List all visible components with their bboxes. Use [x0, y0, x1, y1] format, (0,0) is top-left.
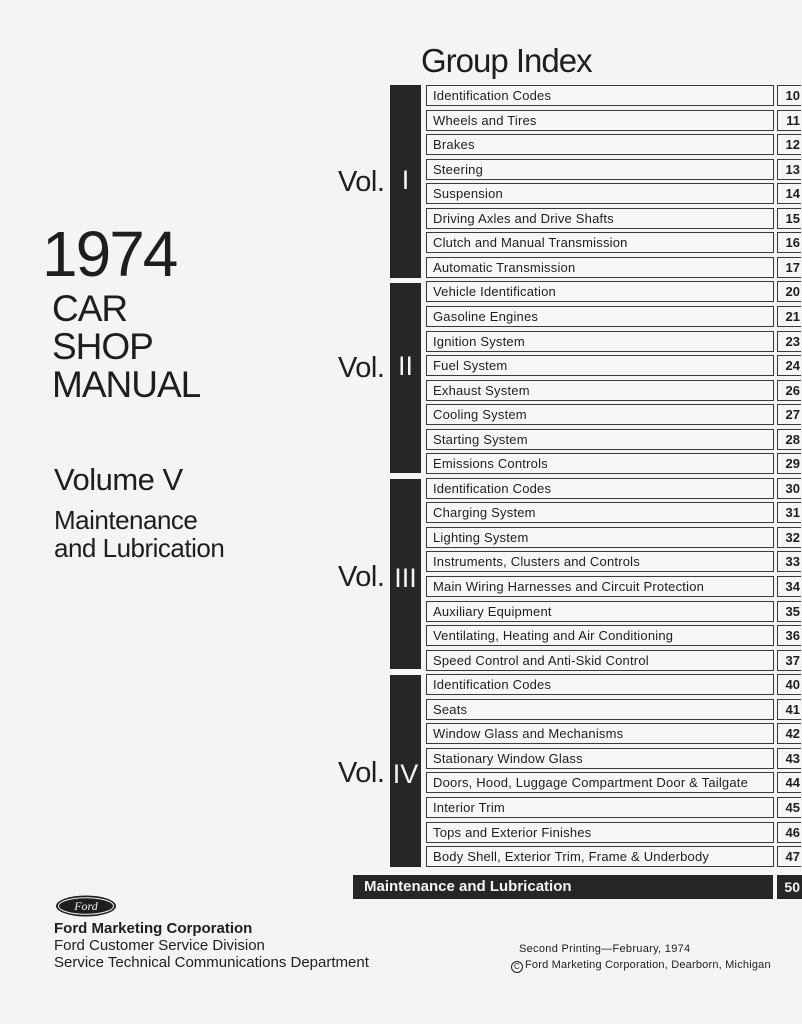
- index-row-title[interactable]: Auxiliary Equipment: [426, 601, 774, 622]
- cover-year: 1974: [42, 218, 177, 290]
- index-row-number: 33: [777, 551, 801, 572]
- index-row-number: 46: [777, 822, 801, 843]
- index-row-number: 45: [777, 797, 801, 818]
- index-row-number: 44: [777, 772, 801, 793]
- index-row-number: 28: [777, 429, 801, 450]
- index-row-number: 30: [777, 478, 801, 499]
- index-row-title[interactable]: Fuel System: [426, 355, 774, 376]
- index-row-title[interactable]: Driving Axles and Drive Shafts: [426, 208, 774, 229]
- vol-3-label: Vol.: [338, 561, 385, 593]
- index-row-title[interactable]: Doors, Hood, Luggage Compartment Door & Tailgate: [426, 772, 774, 793]
- ford-logo: [54, 894, 118, 918]
- index-row-title[interactable]: Instruments, Clusters and Controls: [426, 551, 774, 572]
- index-row-title[interactable]: Steering: [426, 159, 774, 180]
- index-row-title[interactable]: Emissions Controls: [426, 453, 774, 474]
- index-row-title[interactable]: Suspension: [426, 183, 774, 204]
- vol-4-numeral: IV: [392, 759, 419, 789]
- index-row-number: 32: [777, 527, 801, 548]
- index-row-number: 12: [777, 134, 801, 155]
- vol-4-label: Vol.: [338, 757, 385, 789]
- maintenance-bar[interactable]: Maintenance and Lubrication: [353, 875, 773, 899]
- index-row-number: 16: [777, 232, 801, 253]
- index-row-number: 35: [777, 601, 801, 622]
- volume-title: Volume V: [54, 462, 183, 497]
- index-row-number: 41: [777, 699, 801, 720]
- index-row-title[interactable]: Identification Codes: [426, 674, 774, 695]
- vol-3-numeral: III: [394, 563, 417, 593]
- index-row-number: 31: [777, 502, 801, 523]
- index-row-number: 43: [777, 748, 801, 769]
- index-row-number: 11: [777, 110, 801, 131]
- corporation-name: Ford Marketing Corporation: [54, 920, 253, 937]
- index-row-number: 40: [777, 674, 801, 695]
- group-index-heading: Group Index: [421, 42, 592, 79]
- ford-logo-text: Ford: [74, 899, 98, 913]
- index-row-number: 20: [777, 281, 801, 302]
- index-row-title[interactable]: Lighting System: [426, 527, 774, 548]
- index-row-number: 17: [777, 257, 801, 278]
- index-row-title[interactable]: Seats: [426, 699, 774, 720]
- vol-2-bar: [390, 283, 421, 473]
- cover-title-line-1: CAR: [52, 288, 128, 329]
- index-row-number: 27: [777, 404, 801, 425]
- index-row-number: 34: [777, 576, 801, 597]
- copyright-note: [511, 959, 771, 973]
- index-row-title[interactable]: Wheels and Tires: [426, 110, 774, 131]
- index-row-title[interactable]: Identification Codes: [426, 85, 774, 106]
- index-row-title[interactable]: Tops and Exterior Finishes: [426, 822, 774, 843]
- index-row-number: 47: [777, 846, 801, 867]
- index-row-title[interactable]: Charging System: [426, 502, 774, 523]
- index-row-number: 13: [777, 159, 801, 180]
- index-row-title[interactable]: Cooling System: [426, 404, 774, 425]
- index-row-title[interactable]: Vehicle Identification: [426, 281, 774, 302]
- vol-1-numeral: I: [401, 165, 410, 195]
- vol-4-bar: [390, 675, 421, 867]
- index-row-title[interactable]: Identification Codes: [426, 478, 774, 499]
- printing-note: Second Printing—February, 1974: [519, 943, 691, 955]
- index-row-title[interactable]: Body Shell, Exterior Trim, Frame & Underbody: [426, 846, 774, 867]
- index-row-title[interactable]: Starting System: [426, 429, 774, 450]
- vol-3-bar: [390, 479, 421, 669]
- index-row-number: 26: [777, 380, 801, 401]
- index-row-number: 36: [777, 625, 801, 646]
- index-row-number: 15: [777, 208, 801, 229]
- cover-title-line-3: MANUAL: [52, 364, 201, 405]
- index-row-title[interactable]: Brakes: [426, 134, 774, 155]
- department-name: Service Technical Communications Department: [54, 954, 369, 971]
- volume-subtitle-2: and Lubrication: [54, 533, 225, 563]
- copyright-icon: C: [511, 961, 523, 973]
- index-row-number: 37: [777, 650, 801, 671]
- index-row-number: 23: [777, 331, 801, 352]
- copyright-text: Ford Marketing Corporation, Dearborn, Michigan: [525, 959, 771, 971]
- index-row-title[interactable]: Stationary Window Glass: [426, 748, 774, 769]
- vol-2-numeral: II: [397, 351, 413, 381]
- index-row-number: 21: [777, 306, 801, 327]
- index-row-number: 10: [777, 85, 801, 106]
- cover-title-line-2: SHOP: [52, 326, 153, 367]
- volume-subtitle-1: Maintenance: [54, 505, 198, 535]
- maintenance-group-number: 50: [777, 875, 802, 899]
- index-row-number: 14: [777, 183, 801, 204]
- index-row-title[interactable]: Clutch and Manual Transmission: [426, 232, 774, 253]
- division-name: Ford Customer Service Division: [54, 937, 265, 954]
- vol-2-label: Vol.: [338, 352, 385, 384]
- index-row-number: 24: [777, 355, 801, 376]
- index-row-number: 42: [777, 723, 801, 744]
- index-row-title[interactable]: Ventilating, Heating and Air Conditioning: [426, 625, 774, 646]
- index-row-title[interactable]: Interior Trim: [426, 797, 774, 818]
- vol-1-bar: [390, 85, 421, 278]
- index-row-title[interactable]: Ignition System: [426, 331, 774, 352]
- index-row-title[interactable]: Automatic Transmission: [426, 257, 774, 278]
- index-row-title[interactable]: Window Glass and Mechanisms: [426, 723, 774, 744]
- index-row-title[interactable]: Speed Control and Anti-Skid Control: [426, 650, 774, 671]
- index-row-title[interactable]: Main Wiring Harnesses and Circuit Protection: [426, 576, 774, 597]
- index-row-title[interactable]: Exhaust System: [426, 380, 774, 401]
- index-row-number: 29: [777, 453, 801, 474]
- index-row-title[interactable]: Gasoline Engines: [426, 306, 774, 327]
- vol-1-label: Vol.: [338, 166, 385, 198]
